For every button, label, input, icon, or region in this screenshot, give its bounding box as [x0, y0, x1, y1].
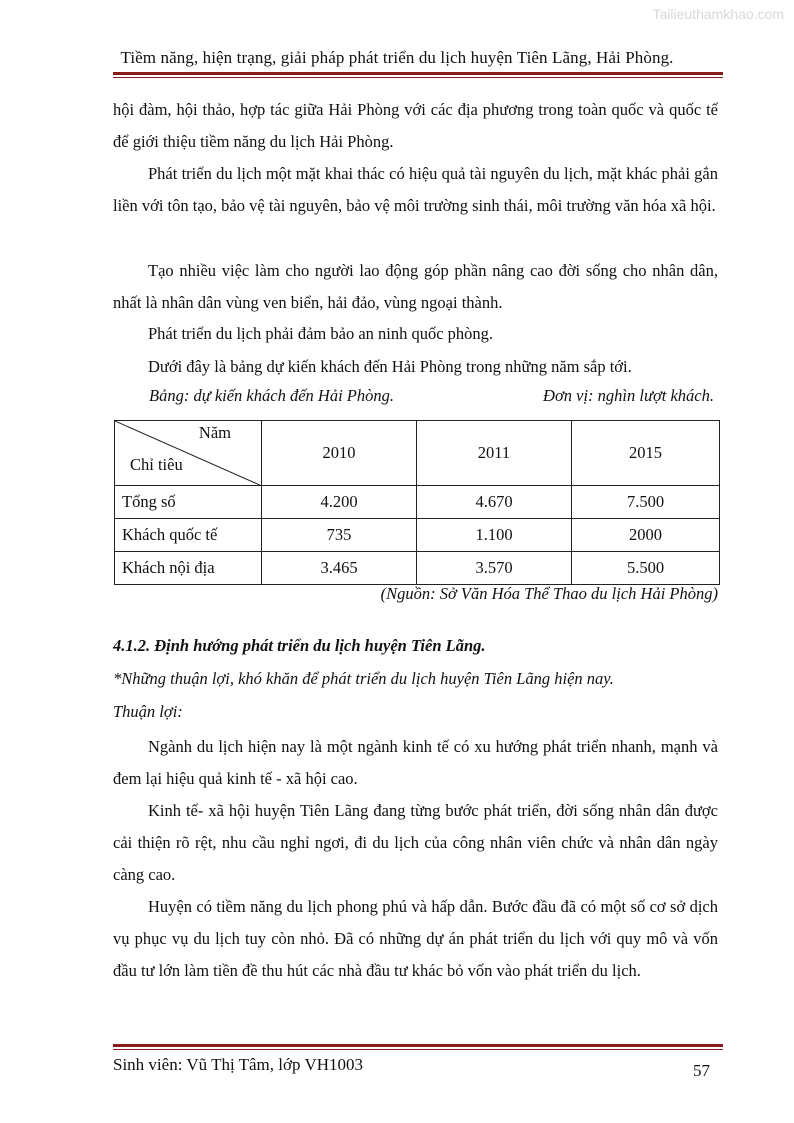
diagonal-line: [115, 421, 262, 486]
table-unit: Đơn vị: nghìn lượt khách.: [543, 386, 714, 405]
corner-label-year: Năm: [198, 423, 231, 442]
paragraph-4: Phát triển du lịch phải đảm bảo an ninh quốc phòng.: [148, 324, 494, 343]
table-cell: 1.100: [417, 519, 572, 552]
watermark: Tailieuthamkhao.com: [652, 6, 784, 22]
table-cell: 7.500: [572, 486, 720, 519]
table-source: (Nguồn: Sở Văn Hóa Thể Thao du lịch Hải Phòng): [380, 584, 718, 603]
row-label: Khách nội địa: [115, 552, 262, 585]
header-rule-thin: [113, 77, 723, 78]
row-label: Khách quốc tế: [115, 519, 262, 552]
table-cell: 4.200: [262, 486, 417, 519]
footer-rule-thin: [113, 1049, 723, 1050]
table-cell: 5.500: [572, 552, 720, 585]
paragraph-2: Phát triển du lịch một mặt khai thác có hiệu quả tài nguyên du lịch, mặt khác phải gắn liền với tôn tạo, bảo vệ tài nguyên, bảo vệ môi trường sinh thái, môi trường văn hóa xã hội.: [113, 164, 718, 215]
year-header: 2015: [572, 421, 720, 486]
footer-student: Sinh viên: Vũ Thị Tâm, lớp VH1003: [113, 1055, 363, 1074]
year-header: 2011: [417, 421, 572, 486]
visitor-forecast-table: [114, 420, 720, 585]
corner-label-indicator: Chỉ tiêu: [130, 455, 183, 474]
table-row: [115, 519, 720, 552]
table-header-row: [115, 421, 720, 486]
page-number: 57: [693, 1061, 710, 1080]
table-corner-cell: [115, 421, 262, 486]
section-paragraph-1: Ngành du lịch hiện nay là một ngành kinh tế có xu hướng phát triển nhanh, mạnh và đem lại hiệu quả kinh tế - xã hội cao.: [113, 737, 718, 788]
row-label: Tổng số: [115, 486, 262, 519]
footer-rule-thick: [113, 1044, 723, 1047]
table-caption: Bảng: dự kiến khách đến Hải Phòng.: [149, 386, 394, 405]
paragraph-5: Dưới đây là bảng dự kiến khách đến Hải Phòng trong những năm sắp tới.: [148, 357, 632, 376]
table-cell: 4.670: [417, 486, 572, 519]
year-header: 2010: [262, 421, 417, 486]
header-rule-thick: [113, 72, 723, 75]
section-paragraph-2: Kinh tế- xã hội huyện Tiên Lãng đang từng bước phát triển, đời sống nhân dân được cải thiện rõ rệt, nhu cầu nghỉ ngơi, đi du lịch của công nhân viên chức và nhân dân ngày càng cao.: [113, 801, 718, 884]
section-heading: 4.1.2. Định hướng phát triển du lịch huyện Tiên Lãng.: [113, 636, 486, 655]
table-cell: 3.570: [417, 552, 572, 585]
table-cell: 735: [262, 519, 417, 552]
table-cell: 2000: [572, 519, 720, 552]
paragraph-1: hội đàm, hội thảo, hợp tác giữa Hải Phòng với các địa phương trong toàn quốc và quốc tế để giới thiệu tiềm năng du lịch Hải Phòng.: [113, 100, 718, 151]
table-cell: 3.465: [262, 552, 417, 585]
table-row: [115, 486, 720, 519]
page-header-title: Tiềm năng, hiện trạng, giải pháp phát triển du lịch huyện Tiên Lãng, Hải Phòng.: [120, 48, 674, 67]
table-row: [115, 552, 720, 585]
advantages-label: Thuận lợi:: [113, 702, 183, 721]
section-paragraph-3: Huyện có tiềm năng du lịch phong phú và hấp dẫn. Bước đầu đã có một số cơ sở dịch vụ phục vụ du lịch tuy còn nhỏ. Đã có những dự án phát triển du lịch với quy mô và vốn đầu tư lớn làm tiền đề thu hút các nhà đầu tư khác bỏ vốn vào phát triển du lịch.: [113, 897, 718, 980]
section-subheading: *Những thuận lợi, khó khăn để phát triển du lịch huyện Tiên Lãng hiện nay.: [113, 669, 614, 688]
paragraph-3: Tạo nhiều việc làm cho người lao động góp phần nâng cao đời sống cho nhân dân, nhất là nhân dân vùng ven biển, hải đảo, vùng ngoại thành.: [113, 261, 718, 312]
